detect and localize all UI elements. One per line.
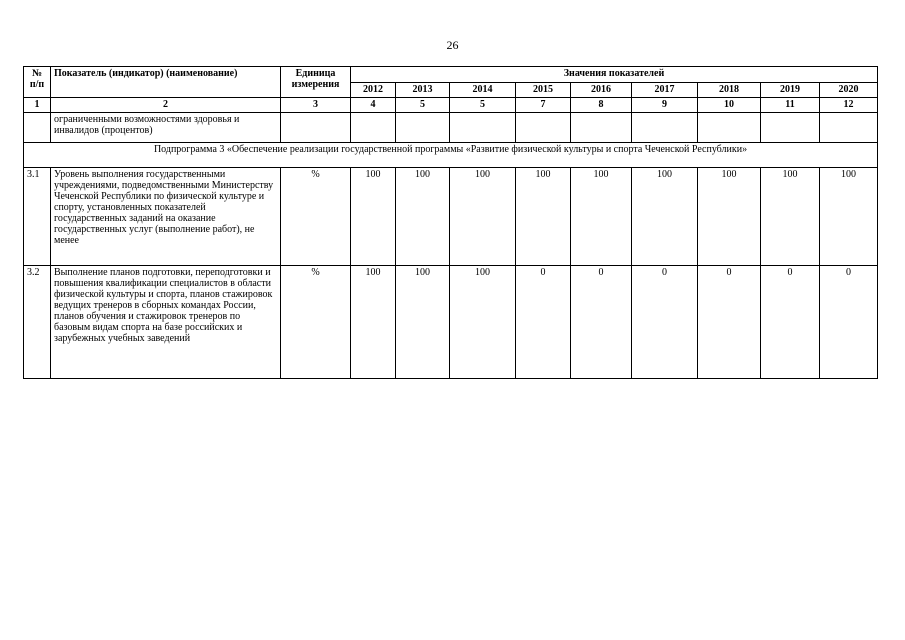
header-row-top bbox=[24, 67, 878, 83]
header-year: 2018 bbox=[698, 83, 761, 98]
header-year: 2020 bbox=[820, 83, 878, 98]
continuation-row bbox=[24, 113, 878, 143]
row-value: 100 bbox=[820, 168, 878, 266]
row-value: 100 bbox=[761, 168, 820, 266]
row-value: 100 bbox=[571, 168, 632, 266]
header-unit: Единица измерения bbox=[281, 67, 351, 98]
header-year: 2012 bbox=[351, 83, 396, 98]
row-value: 100 bbox=[351, 168, 396, 266]
continuation-cell bbox=[516, 113, 571, 143]
continuation-cell bbox=[281, 113, 351, 143]
column-number: 11 bbox=[761, 98, 820, 113]
row-unit: % bbox=[281, 266, 351, 379]
row-value: 0 bbox=[516, 266, 571, 379]
table-row bbox=[24, 168, 878, 266]
header-indicator-name: Показатель (индикатор) (наименование) bbox=[51, 67, 281, 98]
row-unit: % bbox=[281, 168, 351, 266]
continuation-cell bbox=[761, 113, 820, 143]
header-year: 2019 bbox=[761, 83, 820, 98]
row-value: 100 bbox=[698, 168, 761, 266]
column-number: 5 bbox=[396, 98, 450, 113]
row-value: 0 bbox=[698, 266, 761, 379]
column-number-row bbox=[24, 98, 878, 113]
row-value: 100 bbox=[396, 168, 450, 266]
row-num: 3.2 bbox=[24, 266, 51, 379]
row-value: 0 bbox=[571, 266, 632, 379]
header-year: 2015 bbox=[516, 83, 571, 98]
row-value: 100 bbox=[450, 266, 516, 379]
row-value: 0 bbox=[632, 266, 698, 379]
column-number: 5 bbox=[450, 98, 516, 113]
row-indicator-name: Уровень выполнения государственными учреждениями, подведомственными Министерству Чеченской Республики по физической культуре и спорту, установленных показателей государственных заданий на оказание государственных услуг (выполнение работ), не менее bbox=[51, 168, 281, 266]
column-number: 8 bbox=[571, 98, 632, 113]
header-year: 2013 bbox=[396, 83, 450, 98]
column-number: 7 bbox=[516, 98, 571, 113]
continuation-cell bbox=[698, 113, 761, 143]
subprogram-row bbox=[24, 143, 878, 168]
column-number: 1 bbox=[24, 98, 51, 113]
row-value: 100 bbox=[516, 168, 571, 266]
column-number: 10 bbox=[698, 98, 761, 113]
continuation-cell bbox=[396, 113, 450, 143]
table-row bbox=[24, 266, 878, 379]
row-value: 100 bbox=[351, 266, 396, 379]
header-year: 2017 bbox=[632, 83, 698, 98]
continuation-text: ограниченными возможностями здоровья и инвалидов (процентов) bbox=[51, 113, 281, 143]
column-number: 3 bbox=[281, 98, 351, 113]
continuation-cell bbox=[450, 113, 516, 143]
header-num: № п/п bbox=[24, 67, 51, 98]
indicators-table bbox=[23, 66, 878, 379]
header-year: 2016 bbox=[571, 83, 632, 98]
subprogram-title: Подпрограмма 3 «Обеспечение реализации государственной программы «Развитие физической культуры и спорта Чеченской Республики» bbox=[24, 143, 878, 168]
row-value: 100 bbox=[632, 168, 698, 266]
row-num: 3.1 bbox=[24, 168, 51, 266]
continuation-cell bbox=[351, 113, 396, 143]
column-number: 9 bbox=[632, 98, 698, 113]
row-indicator-name: Выполнение планов подготовки, переподготовки и повышения квалификации специалистов в области физической культуры и спорта, планов стажировок ведущих тренеров в сборных командах России, планов обучения и стажировок тренеров по базовым видам спорта на базе российских и зарубежных учебных заведений bbox=[51, 266, 281, 379]
column-number: 4 bbox=[351, 98, 396, 113]
column-number: 2 bbox=[51, 98, 281, 113]
row-value: 0 bbox=[820, 266, 878, 379]
row-value: 100 bbox=[396, 266, 450, 379]
continuation-cell bbox=[632, 113, 698, 143]
column-number: 12 bbox=[820, 98, 878, 113]
row-value: 0 bbox=[761, 266, 820, 379]
continuation-cell bbox=[820, 113, 878, 143]
row-value: 100 bbox=[450, 168, 516, 266]
header-year: 2014 bbox=[450, 83, 516, 98]
page-number: 26 bbox=[446, 38, 459, 52]
continuation-num-cell bbox=[24, 113, 51, 143]
header-values-group: Значения показателей bbox=[351, 67, 878, 83]
continuation-cell bbox=[571, 113, 632, 143]
